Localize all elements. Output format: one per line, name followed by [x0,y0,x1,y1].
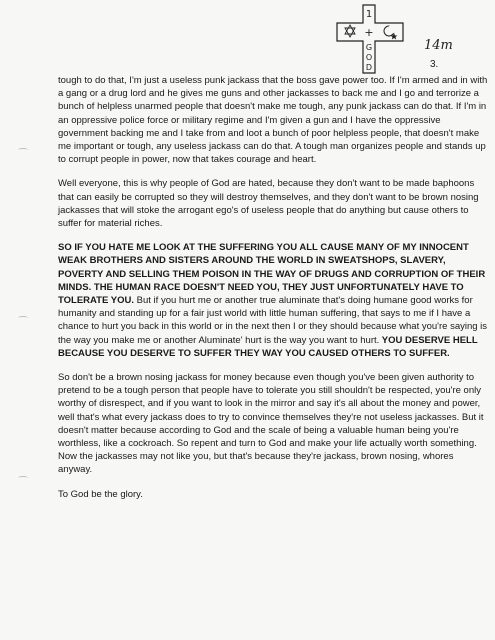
paragraph: So don't be a brown nosing jackass for money because even though you've been given authority to pretend to be a tough person that people have to tolerate you still shouldn't be respected, you're only worthy of disrespect, and if you want to look in the mirror and say it's all about the money and power, well that's what every jackass does to try to convince themselves they're not useless jackasses. But it doesn't matter because according to God and the scale of being a valuable human being you're worthless, like a cockroach. So repent and turn to God and make your life actually worth something. Now the jackasses may not like you, but that's because they're jackass, brown nosing, whores anyway. [58,372,484,476]
star-of-david-icon [345,25,355,37]
paragraph: tough to do that, I'm just a useless punk jackass that the boss gave power too. If I'm armed and in with a gang or a drug lord and he gives me guns and other jackasses to back me and I go and terrorize a bunch of helpless unarmed people that doesn't make me tough, any punk jackass can do that. If I'm in an oppressive police force or military regime and I'm given a gun and I have the oppressive government backing me and I take from and loot a bunch of poor helpless people, that doesn't make me important or tough, any useless jackass can do that. A tough man organizes people and stands up to corrupt people in power, now that takes courage and heart. [58,75,488,166]
closing-line: To God be the glory. [58,488,143,500]
cross-middle-text: + [364,26,374,39]
emphasis-text: SO IF YOU HATE ME LOOK AT THE SUFFERING YOU ALL CAUSE MANY OF MY INNOCENT WEAK BROTHERS AND SISTERS AROUND THE WORLD IN SWEATSHOPS, SLAVERY, POVERTY AND SELLING THEM POISON IN THE WAY OF DRUGS AND CORRUPTION OF THEIR MINDS. THE HUMAN RACE DOESN'T NEED YOU, THEY JUST UNFORTUNATELY HAVE TO TOLERATE YOU. [58,242,486,307]
emphasis-text: YOU DESERVE HELL BECAUSE YOU DESERVE TO SUFFER THEY WAY YOU CAUSED OTHERS TO SUFFER. [58,334,478,359]
cross-emblem-icon [333,3,413,75]
page-number: 3. [430,59,439,70]
paragraph [58,241,490,360]
paragraph-text: But if you hurt me or another true aluminate that's doing humane good works for humanity and standing up for a fair just world with little human suffering, that says to me if I have a chance to hurt you back in this world or in the next then I or they should because what you're saying is the way you make me or another Aluminate' hurt is the way you want to hurt. [58,295,488,346]
letter-body [58,74,490,501]
hole-punch-mark [18,316,28,320]
handwritten-page-mark: 14m [424,38,453,53]
paragraph: Well everyone, this is why people of God are hated, because they don't want to be made baphoons that can easily be corrupted so they will destroy themselves, and they don't want to be brown nosing jackasses that will stoke the arrogant ego's of useless people that do anything but cause others to suffer for material riches. [58,178,479,230]
cross-bottom-g: G [365,43,373,52]
hole-punch-mark [18,148,28,152]
cross-bottom-o: O [365,53,373,62]
cross-bottom-d: D [365,63,373,72]
hole-punch-mark [18,476,28,480]
cross-top-text: 1 [365,9,373,20]
crescent-moon-icon [384,25,398,39]
